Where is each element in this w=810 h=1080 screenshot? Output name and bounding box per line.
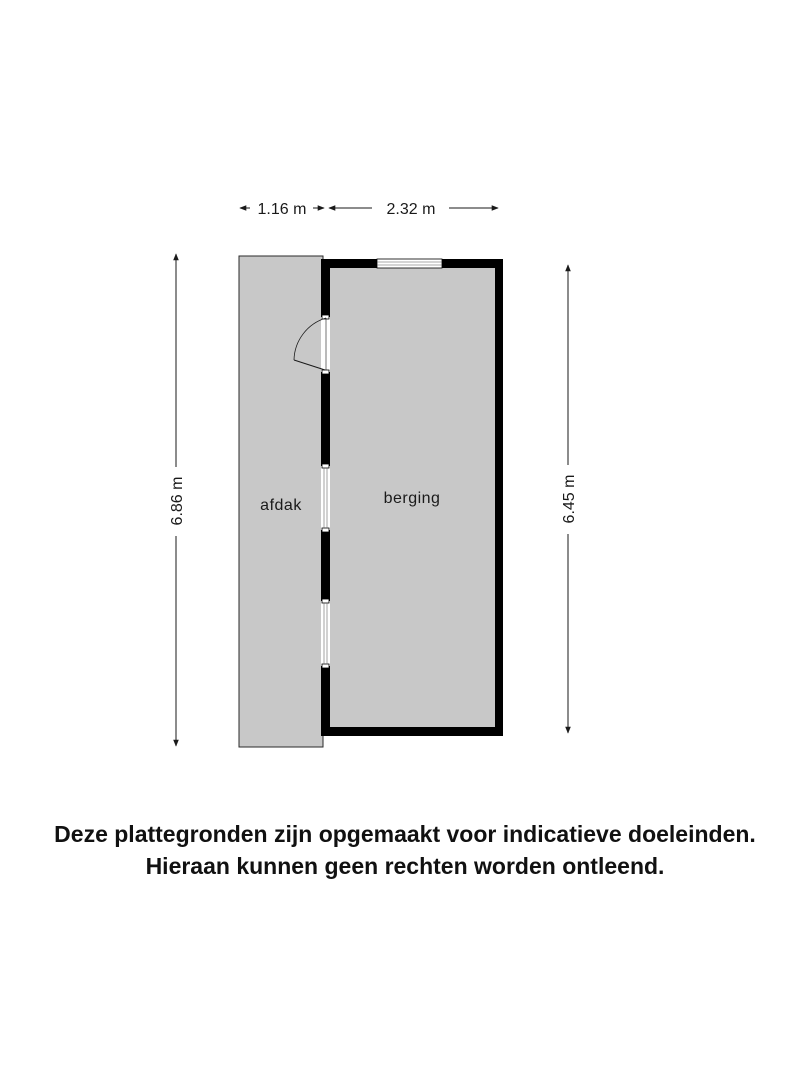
dimension-right-vertical	[561, 265, 578, 733]
window-left-2	[321, 599, 330, 668]
disclaimer-line-2: Hieraan kunnen geen rechten worden ontleend.	[145, 853, 665, 879]
dimension-top-right	[329, 201, 498, 218]
dimension-label-top-left: 1.16 m	[257, 201, 307, 218]
room-label-afdak: afdak	[260, 497, 302, 514]
window-left-1	[321, 464, 330, 532]
disclaimer-line-1: Deze plattegronden zijn opgemaakt voor indicatieve doeleinden.	[54, 821, 756, 847]
room-label-berging: berging	[383, 490, 441, 507]
dimension-top-left	[240, 201, 324, 218]
dimension-label-top-right: 2.32 m	[386, 201, 436, 218]
dimension-label-right-vertical: 6.45 m	[561, 474, 578, 524]
dimension-label-left-vertical: 6.86 m	[169, 476, 186, 526]
dimension-left-vertical	[169, 254, 186, 746]
window-top	[377, 259, 442, 268]
